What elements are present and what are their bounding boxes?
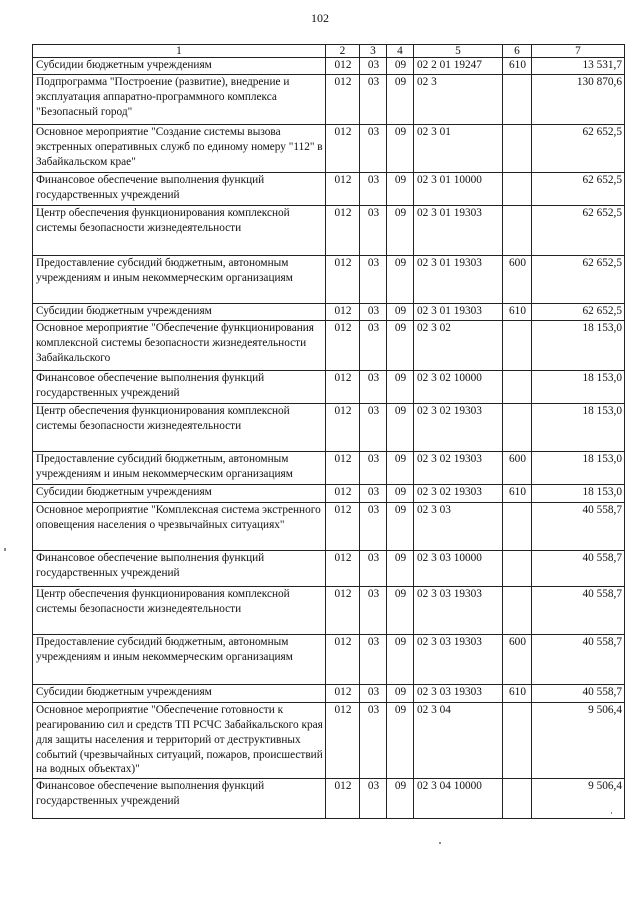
table-row <box>33 634 625 684</box>
row-grbs: 012 <box>326 586 360 634</box>
row-expense-type: 610 <box>503 684 532 702</box>
row-subsection: 09 <box>387 451 414 484</box>
table-row <box>33 303 625 320</box>
row-target-article: 02 3 03 19303 <box>414 684 503 702</box>
row-section: 03 <box>360 451 387 484</box>
table-row <box>33 684 625 702</box>
row-subsection: 09 <box>387 403 414 451</box>
header-col-2: 2 <box>326 45 360 58</box>
row-expense-type: 600 <box>503 255 532 303</box>
row-name: Центр обеспечения функционирования комплексной системы безопасности жизнедеятельности <box>33 586 326 634</box>
table-row <box>33 74 625 124</box>
row-target-article: 02 3 02 19303 <box>414 451 503 484</box>
row-section: 03 <box>360 550 387 586</box>
table-row <box>33 779 625 819</box>
row-subsection: 09 <box>387 586 414 634</box>
table-row <box>33 403 625 451</box>
header-row <box>33 45 625 58</box>
row-subsection: 09 <box>387 74 414 124</box>
row-expense-type <box>503 370 532 403</box>
row-amount: 62 652,5 <box>532 255 625 303</box>
table-row <box>33 255 625 303</box>
row-section: 03 <box>360 320 387 370</box>
header-col-6: 6 <box>503 45 532 58</box>
row-target-article: 02 3 01 19303 <box>414 205 503 255</box>
row-name: Субсидии бюджетным учреждениям <box>33 303 326 320</box>
row-grbs: 012 <box>326 779 360 819</box>
table-row <box>33 172 625 205</box>
row-expense-type <box>503 779 532 819</box>
row-subsection: 09 <box>387 255 414 303</box>
row-target-article: 02 3 03 <box>414 502 503 550</box>
row-name: Субсидии бюджетным учреждениям <box>33 58 326 75</box>
row-section: 03 <box>360 255 387 303</box>
row-section: 03 <box>360 205 387 255</box>
row-subsection: 09 <box>387 205 414 255</box>
row-target-article: 02 3 02 19303 <box>414 484 503 502</box>
row-expense-type <box>503 586 532 634</box>
row-expense-type: 610 <box>503 303 532 320</box>
row-section: 03 <box>360 403 387 451</box>
row-expense-type <box>503 702 532 779</box>
row-target-article: 02 3 02 <box>414 320 503 370</box>
row-name: Субсидии бюджетным учреждениям <box>33 684 326 702</box>
table-row <box>33 124 625 172</box>
scan-speck <box>4 548 6 551</box>
row-subsection: 09 <box>387 370 414 403</box>
table-row <box>33 451 625 484</box>
row-target-article: 02 3 01 19303 <box>414 303 503 320</box>
row-name: Центр обеспечения функционирования комплексной системы безопасности жизнедеятельности <box>33 403 326 451</box>
row-amount: 40 558,7 <box>532 634 625 684</box>
table-row <box>33 320 625 370</box>
row-subsection: 09 <box>387 172 414 205</box>
row-expense-type: 600 <box>503 634 532 684</box>
row-grbs: 012 <box>326 58 360 75</box>
row-expense-type <box>503 124 532 172</box>
row-grbs: 012 <box>326 403 360 451</box>
row-target-article: 02 3 03 10000 <box>414 550 503 586</box>
row-subsection: 09 <box>387 320 414 370</box>
row-section: 03 <box>360 779 387 819</box>
header-col-1: 1 <box>33 45 326 58</box>
row-amount: 18 153,0 <box>532 484 625 502</box>
table-row <box>33 586 625 634</box>
row-subsection: 09 <box>387 684 414 702</box>
row-target-article: 02 3 03 19303 <box>414 586 503 634</box>
row-expense-type: 610 <box>503 484 532 502</box>
row-name: Предоставление субсидий бюджетным, автономным учреждениям и иным некоммерческим организациям <box>33 451 326 484</box>
row-expense-type: 610 <box>503 58 532 75</box>
row-grbs: 012 <box>326 172 360 205</box>
table-row <box>33 370 625 403</box>
row-name: Основное мероприятие "Комплексная система экстренного оповещения населения о чрезвычайных ситуациях" <box>33 502 326 550</box>
header-col-5: 5 <box>414 45 503 58</box>
row-amount: 18 153,0 <box>532 320 625 370</box>
row-section: 03 <box>360 172 387 205</box>
row-expense-type <box>503 74 532 124</box>
row-section: 03 <box>360 58 387 75</box>
row-grbs: 012 <box>326 484 360 502</box>
row-target-article: 02 2 01 19247 <box>414 58 503 75</box>
row-amount: 18 153,0 <box>532 451 625 484</box>
row-section: 03 <box>360 502 387 550</box>
row-subsection: 09 <box>387 779 414 819</box>
row-amount: 40 558,7 <box>532 586 625 634</box>
row-grbs: 012 <box>326 205 360 255</box>
row-grbs: 012 <box>326 370 360 403</box>
table-row <box>33 502 625 550</box>
row-target-article: 02 3 04 10000 <box>414 779 503 819</box>
row-expense-type <box>503 205 532 255</box>
row-amount: 40 558,7 <box>532 684 625 702</box>
row-target-article: 02 3 02 19303 <box>414 403 503 451</box>
header-col-4: 4 <box>387 45 414 58</box>
row-subsection: 09 <box>387 58 414 75</box>
table-row <box>33 484 625 502</box>
row-grbs: 012 <box>326 255 360 303</box>
row-name: Финансовое обеспечение выполнения функций государственных учреждений <box>33 550 326 586</box>
row-section: 03 <box>360 303 387 320</box>
row-section: 03 <box>360 634 387 684</box>
row-section: 03 <box>360 586 387 634</box>
row-name: Субсидии бюджетным учреждениям <box>33 484 326 502</box>
row-section: 03 <box>360 74 387 124</box>
row-section: 03 <box>360 702 387 779</box>
row-amount: 9 506,4 <box>532 702 625 779</box>
row-grbs: 012 <box>326 124 360 172</box>
table-row <box>33 205 625 255</box>
row-amount: 62 652,5 <box>532 303 625 320</box>
scan-speck <box>611 812 612 814</box>
page-number: 102 <box>311 11 329 25</box>
row-name: Предоставление субсидий бюджетным, автономным учреждениям и иным некоммерческим организациям <box>33 255 326 303</box>
header-col-7: 7 <box>532 45 625 58</box>
row-amount: 40 558,7 <box>532 550 625 586</box>
row-amount: 130 870,6 <box>532 74 625 124</box>
row-target-article: 02 3 01 10000 <box>414 172 503 205</box>
row-target-article: 02 3 03 19303 <box>414 634 503 684</box>
row-name: Основное мероприятие "Создание системы вызова экстренных оперативных служб по единому номеру "112" в Забайкальском крае" <box>33 124 326 172</box>
row-grbs: 012 <box>326 320 360 370</box>
row-amount: 13 531,7 <box>532 58 625 75</box>
row-amount: 40 558,7 <box>532 502 625 550</box>
row-section: 03 <box>360 370 387 403</box>
row-name: Финансовое обеспечение выполнения функций государственных учреждений <box>33 370 326 403</box>
row-grbs: 012 <box>326 451 360 484</box>
row-amount: 62 652,5 <box>532 172 625 205</box>
row-name: Предоставление субсидий бюджетным, автономным учреждениям и иным некоммерческим организациям <box>33 634 326 684</box>
table-row <box>33 550 625 586</box>
row-amount: 18 153,0 <box>532 403 625 451</box>
row-subsection: 09 <box>387 484 414 502</box>
budget-table <box>32 44 625 819</box>
row-expense-type <box>503 172 532 205</box>
header-col-3: 3 <box>360 45 387 58</box>
table-row <box>33 58 625 75</box>
row-name: Центр обеспечения функционирования комплексной системы безопасности жизнедеятельности <box>33 205 326 255</box>
row-amount: 18 153,0 <box>532 370 625 403</box>
row-target-article: 02 3 01 19303 <box>414 255 503 303</box>
row-subsection: 09 <box>387 550 414 586</box>
row-grbs: 012 <box>326 702 360 779</box>
row-expense-type: 600 <box>503 451 532 484</box>
row-expense-type <box>503 502 532 550</box>
row-target-article: 02 3 <box>414 74 503 124</box>
row-expense-type <box>503 403 532 451</box>
row-subsection: 09 <box>387 502 414 550</box>
row-subsection: 09 <box>387 634 414 684</box>
row-subsection: 09 <box>387 303 414 320</box>
row-name: Подпрограмма "Построение (развитие), внедрение и эксплуатация аппаратно-программного комплекса "Безопасный город" <box>33 74 326 124</box>
row-grbs: 012 <box>326 502 360 550</box>
row-section: 03 <box>360 124 387 172</box>
row-target-article: 02 3 04 <box>414 702 503 779</box>
scan-speck <box>439 842 441 844</box>
row-subsection: 09 <box>387 124 414 172</box>
row-name: Основное мероприятие "Обеспечение готовности к реагированию сил и средств ТП РСЧС Забайкальского края для защиты населения и территорий от деструктивных событий (чрезвычайных ситуаций, пожаров, происшествий на водных объектах)" <box>33 702 326 779</box>
row-expense-type <box>503 550 532 586</box>
table-row <box>33 702 625 779</box>
row-amount: 62 652,5 <box>532 124 625 172</box>
row-grbs: 012 <box>326 634 360 684</box>
row-name: Финансовое обеспечение выполнения функций государственных учреждений <box>33 779 326 819</box>
row-amount: 9 506,4 <box>532 779 625 819</box>
row-amount: 62 652,5 <box>532 205 625 255</box>
row-expense-type <box>503 320 532 370</box>
row-grbs: 012 <box>326 684 360 702</box>
row-section: 03 <box>360 484 387 502</box>
row-target-article: 02 3 02 10000 <box>414 370 503 403</box>
row-subsection: 09 <box>387 702 414 779</box>
row-target-article: 02 3 01 <box>414 124 503 172</box>
row-grbs: 012 <box>326 550 360 586</box>
row-name: Финансовое обеспечение выполнения функций государственных учреждений <box>33 172 326 205</box>
row-grbs: 012 <box>326 74 360 124</box>
row-name: Основное мероприятие "Обеспечение функционирования комплексной системы безопасности жизнедеятельности Забайкальского <box>33 320 326 370</box>
row-grbs: 012 <box>326 303 360 320</box>
row-section: 03 <box>360 684 387 702</box>
